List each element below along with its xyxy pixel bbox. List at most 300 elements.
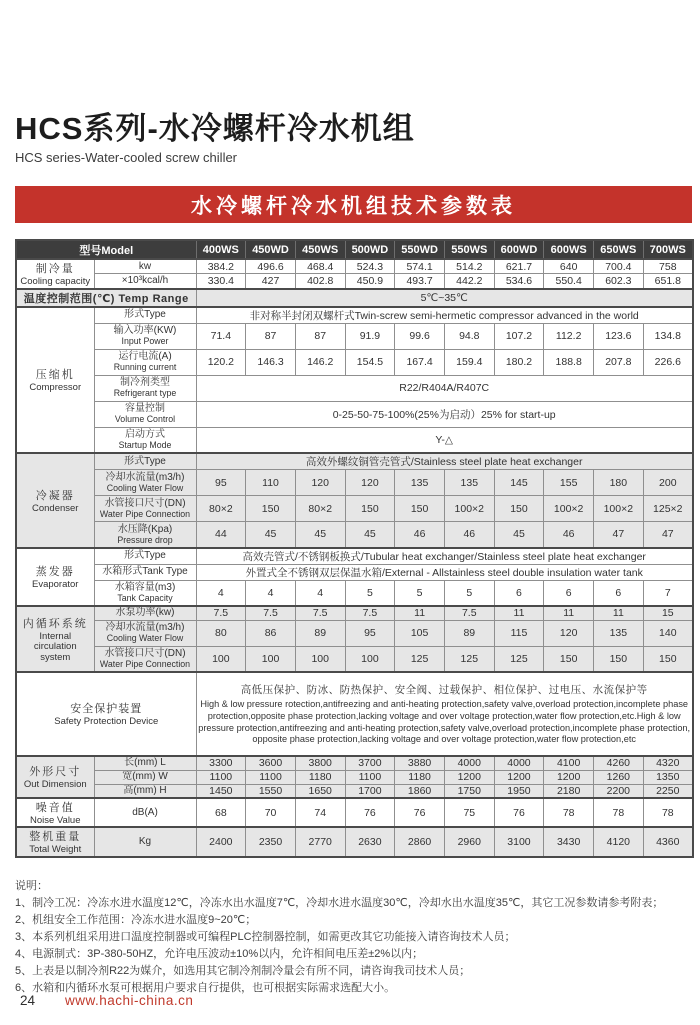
- value-cell: 4320: [643, 756, 693, 770]
- value-cell: 1200: [494, 770, 544, 784]
- value-cell: 68: [196, 798, 246, 827]
- group-label-cn: 冷凝器: [35, 489, 75, 502]
- note-6: 6、水箱和内循环水泵可根据用户要求自行提供，也可根据实际需求选配大小。: [15, 982, 396, 995]
- row-label-en: Water Pipe Connection: [99, 508, 191, 519]
- page-title: HCS系列-水冷螺杆冷水机组: [15, 111, 415, 146]
- row-label-compressor-0: [94, 307, 196, 324]
- group-temp-range: [16, 289, 196, 307]
- model-header: 型号Model: [16, 240, 196, 259]
- row-label-cn: dB(A): [132, 806, 158, 818]
- value-cell: 6: [544, 580, 594, 606]
- row-label-en: Cooling Water Flow: [106, 633, 184, 644]
- group-total-weight: [16, 827, 94, 856]
- value-cell: 134.8: [643, 323, 693, 349]
- span-cell-evaporator: 外置式全不锈钢双层保温水箱/External - Allstainless steel double insulation water tank: [196, 564, 693, 580]
- group-label-en: Safety Protection Device: [54, 716, 159, 728]
- value-cell: 1100: [246, 770, 296, 784]
- model-col-650WS: 650WS: [594, 240, 644, 259]
- value-cell: 45: [494, 522, 544, 548]
- row-label-compressor-4: [94, 401, 196, 427]
- group-cooling-capacity: [16, 259, 94, 288]
- value-cell: 1750: [444, 784, 494, 798]
- row-temp-range-0: [16, 289, 693, 307]
- row-cooling-capacity-1: [16, 274, 693, 289]
- value-cell: 125: [444, 646, 494, 672]
- row-label-en: Refrigerant type: [113, 388, 177, 399]
- value-cell: 1350: [643, 770, 693, 784]
- value-cell: 105: [395, 620, 445, 646]
- value-cell: 76: [494, 798, 544, 827]
- value-cell: 45: [246, 522, 296, 548]
- value-cell: 107.2: [494, 323, 544, 349]
- row-label-cn: kw: [138, 260, 152, 272]
- value-cell: 402.8: [295, 274, 345, 289]
- value-cell: 384.2: [196, 259, 246, 274]
- group-label-en: Total Weight: [29, 844, 82, 856]
- row-label-compressor-3: [94, 375, 196, 401]
- value-cell: 140: [643, 620, 693, 646]
- group-label-cn: 压缩机: [35, 369, 75, 382]
- value-cell: 125: [395, 646, 445, 672]
- value-cell: 46: [544, 522, 594, 548]
- span-cell-compressor: 0-25-50-75-100%(25%为启动）25% for start-up: [196, 401, 693, 427]
- value-cell: 7.5: [345, 606, 395, 620]
- value-cell: 120: [295, 470, 345, 496]
- spec-table: [15, 239, 694, 858]
- span-cell-compressor: 非对称半封闭双螺杆式Twin-screw semi-hermetic compressor advanced in the world: [196, 307, 693, 324]
- value-cell: 3880: [395, 756, 445, 770]
- row-label-cn: 冷却水流量(m3/h): [105, 622, 185, 634]
- value-cell: 2770: [295, 827, 345, 856]
- model-col-400WS: 400WS: [196, 240, 246, 259]
- value-cell: 226.6: [643, 349, 693, 375]
- value-cell: 524.3: [345, 259, 395, 274]
- row-internal-circulation-0: [16, 606, 693, 620]
- value-cell: 154.5: [345, 349, 395, 375]
- website-link[interactable]: www.hachi-china.cn: [65, 993, 194, 1008]
- value-cell: 5: [395, 580, 445, 606]
- value-cell: 11: [395, 606, 445, 620]
- value-cell: 621.7: [494, 259, 544, 274]
- value-cell: 95: [196, 470, 246, 496]
- model-col-500WD: 500WD: [345, 240, 395, 259]
- row-label-cn: ×10³kcal/h: [121, 274, 169, 286]
- value-cell: 496.6: [246, 259, 296, 274]
- note-3: 3、本系列机组采用进口温度控制器或可编程PLC控制器控制，如需更改其它功能接入请咨询技术人员；: [15, 931, 516, 944]
- value-cell: 427: [246, 274, 296, 289]
- value-cell: 45: [345, 522, 395, 548]
- row-label-internal-circulation-1: [94, 620, 196, 646]
- value-cell: 89: [444, 620, 494, 646]
- row-label-compressor-1: [94, 323, 196, 349]
- value-cell: 112.2: [544, 323, 594, 349]
- value-cell: 1650: [295, 784, 345, 798]
- span-cell-compressor: R22/R404A/R407C: [196, 375, 693, 401]
- banner-text: 水冷螺杆冷水机组技术参数表: [191, 194, 516, 218]
- row-label-cn: 容量控制: [125, 403, 165, 415]
- value-cell: 146.3: [246, 349, 296, 375]
- value-cell: 6: [494, 580, 544, 606]
- row-compressor-0: [16, 307, 693, 324]
- row-label-cn: 形式Type: [124, 309, 166, 321]
- value-cell: 15: [643, 606, 693, 620]
- value-cell: 145: [494, 470, 544, 496]
- group-label-en: Internal circulation system: [33, 630, 77, 663]
- row-label-en: Tank Capacity: [117, 593, 173, 604]
- row-label-noise-0: [94, 798, 196, 827]
- value-cell: 91.9: [345, 323, 395, 349]
- row-label-en: Pressure drop: [117, 534, 173, 545]
- value-cell: 2960: [444, 827, 494, 856]
- value-cell: 3430: [544, 827, 594, 856]
- row-label-cn: Kg: [138, 836, 152, 848]
- value-cell: 2630: [345, 827, 395, 856]
- model-col-450WS: 450WS: [295, 240, 345, 259]
- value-cell: 1700: [345, 784, 395, 798]
- value-cell: 78: [594, 798, 644, 827]
- value-cell: 5: [345, 580, 395, 606]
- row-label-cn: 水箱形式Tank Type: [102, 566, 188, 578]
- value-cell: 188.8: [544, 349, 594, 375]
- notes-heading: 说明：: [15, 879, 48, 892]
- row-label-cn: 运行电流(A): [118, 351, 172, 363]
- value-cell: 330.4: [196, 274, 246, 289]
- value-cell: 150: [494, 496, 544, 522]
- row-evaporator-2: [16, 580, 693, 606]
- row-noise-0: [16, 798, 693, 827]
- group-safety: [16, 672, 196, 756]
- value-cell: 7.5: [295, 606, 345, 620]
- row-label-cn: 水泵功率(kw): [115, 607, 175, 619]
- value-cell: 7.5: [246, 606, 296, 620]
- value-cell: 2200: [594, 784, 644, 798]
- row-condenser-0: [16, 453, 693, 470]
- row-label-evaporator-2: [94, 580, 196, 606]
- row-label-cn: 长(mm) L: [124, 757, 166, 769]
- value-cell: 2860: [395, 827, 445, 856]
- value-cell: 3800: [295, 756, 345, 770]
- value-cell: 1200: [444, 770, 494, 784]
- value-cell: 3100: [494, 827, 544, 856]
- value-cell: 110: [246, 470, 296, 496]
- value-cell: 180.2: [494, 349, 544, 375]
- value-cell: 11: [594, 606, 644, 620]
- value-cell: 100×2: [444, 496, 494, 522]
- group-label-cn: 安全保护装置: [70, 703, 143, 716]
- value-cell: 120: [345, 470, 395, 496]
- row-compressor-5: [16, 427, 693, 453]
- model-col-600WS: 600WS: [544, 240, 594, 259]
- group-label-cn: 外形尺寸: [29, 766, 82, 779]
- row-label-total-weight-0: [94, 827, 196, 856]
- row-label-condenser-2: [94, 496, 196, 522]
- value-cell: 758: [643, 259, 693, 274]
- row-label-en: Cooling Water Flow: [106, 482, 184, 493]
- value-cell: 602.3: [594, 274, 644, 289]
- row-label-cn: 水管接口尺寸(DN): [104, 497, 186, 509]
- group-label-cn: 温度控制范围(℃) Temp Range: [23, 292, 189, 305]
- note-4: 4、电源制式：3P-380-50HZ，允许电压波动±10%以内，允许相间电压差±2%以内；: [15, 948, 424, 961]
- value-cell: 1260: [594, 770, 644, 784]
- value-cell: 74: [295, 798, 345, 827]
- value-cell: 4000: [494, 756, 544, 770]
- span-cell-safety: [196, 672, 693, 756]
- group-label-cn: 内循环系统: [22, 617, 88, 630]
- row-label-out-dimension-2: [94, 784, 196, 798]
- row-condenser-3: [16, 522, 693, 548]
- value-cell: 7: [643, 580, 693, 606]
- group-label-en: Noise Value: [29, 815, 81, 827]
- value-cell: 80: [196, 620, 246, 646]
- row-label-cn: 水箱容量(m3): [114, 582, 176, 594]
- row-label-cn: 高(mm) H: [123, 784, 167, 796]
- group-label-en: Condenser: [32, 502, 79, 514]
- row-label-cn: 冷却水流量(m3/h): [105, 471, 185, 483]
- value-cell: 47: [643, 522, 693, 548]
- value-cell: 120.2: [196, 349, 246, 375]
- row-label-condenser-1: [94, 470, 196, 496]
- row-label-internal-circulation-0: [94, 606, 196, 620]
- group-label-en: Compressor: [29, 382, 82, 394]
- banner: [15, 186, 692, 223]
- row-out-dimension-0: [16, 756, 693, 770]
- value-cell: 2180: [544, 784, 594, 798]
- group-label-cn: 制冷量: [35, 263, 75, 276]
- value-cell: 2350: [246, 827, 296, 856]
- row-label-en: Running current: [113, 362, 177, 373]
- value-cell: 4120: [594, 827, 644, 856]
- value-cell: 442.2: [444, 274, 494, 289]
- row-label-cooling-capacity-1: [94, 274, 196, 289]
- value-cell: 150: [246, 496, 296, 522]
- safety-text-cn: 高低压保护、防冰、防热保护、安全阀、过载保护、相位保护、过电压、水流保护等: [240, 683, 648, 696]
- notes-block: [15, 878, 692, 997]
- value-cell: 100: [345, 646, 395, 672]
- group-label-cn: 整机重量: [29, 831, 82, 844]
- value-cell: 125×2: [643, 496, 693, 522]
- value-cell: 86: [246, 620, 296, 646]
- value-cell: 651.8: [643, 274, 693, 289]
- value-cell: 7.5: [444, 606, 494, 620]
- row-label-cn: 宽(mm) W: [122, 771, 168, 783]
- value-cell: 123.6: [594, 323, 644, 349]
- model-col-700WS: 700WS: [643, 240, 693, 259]
- row-total-weight-0: [16, 827, 693, 856]
- value-cell: 1100: [345, 770, 395, 784]
- value-cell: 574.1: [395, 259, 445, 274]
- row-label-condenser-3: [94, 522, 196, 548]
- note-1: 1、制冷工况：冷冻水进水温度12℃，冷冻水出水温度7℃，冷却水进水温度30℃，冷却水出水温度35℃，其它工况参数请参考附表；: [15, 896, 664, 909]
- group-noise: [16, 798, 94, 827]
- value-cell: 47: [594, 522, 644, 548]
- value-cell: 78: [643, 798, 693, 827]
- value-cell: 4000: [444, 756, 494, 770]
- page-number: 24: [20, 993, 36, 1008]
- value-cell: 115: [494, 620, 544, 646]
- value-cell: 99.6: [395, 323, 445, 349]
- value-cell: 468.4: [295, 259, 345, 274]
- value-cell: 100×2: [594, 496, 644, 522]
- row-label-cn: 输入功率(KW): [113, 325, 177, 337]
- row-evaporator-1: [16, 564, 693, 580]
- row-label-en: Volume Control: [114, 414, 176, 425]
- row-compressor-3: [16, 375, 693, 401]
- group-evaporator: [16, 548, 94, 607]
- value-cell: 2250: [643, 784, 693, 798]
- value-cell: 493.7: [395, 274, 445, 289]
- value-cell: 1860: [395, 784, 445, 798]
- row-out-dimension-2: [16, 784, 693, 798]
- value-cell: 2400: [196, 827, 246, 856]
- value-cell: 95: [345, 620, 395, 646]
- row-label-cn: 启动方式: [125, 429, 165, 441]
- value-cell: 3700: [345, 756, 395, 770]
- group-label-en: Cooling capacity: [20, 276, 91, 288]
- value-cell: 150: [643, 646, 693, 672]
- value-cell: 1180: [395, 770, 445, 784]
- span-cell-compressor: Y-△: [196, 427, 693, 453]
- value-cell: 3300: [196, 756, 246, 770]
- row-cooling-capacity-0: [16, 259, 693, 274]
- note-2: 2、机组安全工作范围：冷冻水进水温度9~20℃；: [15, 914, 257, 926]
- group-label-en: Evaporator: [32, 579, 79, 591]
- value-cell: 71.4: [196, 323, 246, 349]
- page-footer: [20, 993, 193, 1008]
- value-cell: 70: [246, 798, 296, 827]
- value-cell: 6: [594, 580, 644, 606]
- value-cell: 87: [246, 323, 296, 349]
- group-label-cn: 蒸发器: [35, 566, 75, 579]
- row-label-out-dimension-1: [94, 770, 196, 784]
- value-cell: 150: [345, 496, 395, 522]
- row-condenser-1: [16, 470, 693, 496]
- value-cell: 100: [246, 646, 296, 672]
- row-condenser-2: [16, 496, 693, 522]
- row-label-compressor-5: [94, 427, 196, 453]
- value-cell: 87: [295, 323, 345, 349]
- value-cell: 534.6: [494, 274, 544, 289]
- value-cell: 550.4: [544, 274, 594, 289]
- row-compressor-2: [16, 349, 693, 375]
- value-cell: 11: [544, 606, 594, 620]
- span-cell-evaporator: 高效壳管式/不锈钢板换式/Tubular heat exchanger/Stainless steel plate heat exchanger: [196, 548, 693, 565]
- row-label-cn: 形式Type: [124, 550, 166, 562]
- row-label-en: Startup Mode: [118, 440, 172, 451]
- value-cell: 150: [395, 496, 445, 522]
- value-cell: 4: [295, 580, 345, 606]
- value-cell: 200: [643, 470, 693, 496]
- value-cell: 5: [444, 580, 494, 606]
- value-cell: 80×2: [295, 496, 345, 522]
- page-subtitle: HCS series-Water-cooled screw chiller: [15, 150, 238, 166]
- model-col-450WD: 450WD: [246, 240, 296, 259]
- row-compressor-1: [16, 323, 693, 349]
- span-cell-condenser: 高效外螺纹铜管壳管式/Stainless steel plate heat exchanger: [196, 453, 693, 470]
- value-cell: 1550: [246, 784, 296, 798]
- note-5: 5、上表是以制冷剂R22为媒介，如选用其它制冷剂制冷量会有所不同，请咨询我司技术人员；: [15, 965, 471, 978]
- value-cell: 89: [295, 620, 345, 646]
- value-cell: 146.2: [295, 349, 345, 375]
- value-cell: 1100: [196, 770, 246, 784]
- value-cell: 100: [295, 646, 345, 672]
- model-col-600WD: 600WD: [494, 240, 544, 259]
- notes-list: [15, 895, 692, 997]
- safety-text-en: High & low pressure rotection,antifreezing and anti-heating protection,safety valve,overload protection,incomplete phase protection,opposite phase protection,lacking voltage and over voltage protection,water flow protection,etc.High & low pressure protection,antifreezing and anti-heating protection,safety valve,overload protection,incomplete phase protection, opposite phase protection,lacking voltage and over voltage protection,water flow protection,etc: [198, 698, 691, 745]
- value-cell: 135: [444, 470, 494, 496]
- span-cell-temp-range: 5℃~35℃: [196, 289, 693, 307]
- value-cell: 80×2: [196, 496, 246, 522]
- value-cell: 76: [395, 798, 445, 827]
- row-label-en: Water Pipe Connection: [99, 659, 191, 670]
- value-cell: 700.4: [594, 259, 644, 274]
- value-cell: 100×2: [544, 496, 594, 522]
- row-evaporator-0: [16, 548, 693, 565]
- value-cell: 159.4: [444, 349, 494, 375]
- value-cell: 150: [594, 646, 644, 672]
- value-cell: 100: [196, 646, 246, 672]
- row-label-cooling-capacity-0: [94, 259, 196, 274]
- value-cell: 11: [494, 606, 544, 620]
- value-cell: 150: [544, 646, 594, 672]
- value-cell: 44: [196, 522, 246, 548]
- value-cell: 46: [444, 522, 494, 548]
- value-cell: 76: [345, 798, 395, 827]
- value-cell: 1950: [494, 784, 544, 798]
- value-cell: 4360: [643, 827, 693, 856]
- value-cell: 640: [544, 259, 594, 274]
- value-cell: 4: [246, 580, 296, 606]
- value-cell: 450.9: [345, 274, 395, 289]
- row-compressor-4: [16, 401, 693, 427]
- value-cell: 207.8: [594, 349, 644, 375]
- group-compressor: [16, 307, 94, 454]
- value-cell: 1200: [544, 770, 594, 784]
- value-cell: 180: [594, 470, 644, 496]
- group-label-cn: 噪音值: [35, 802, 75, 815]
- row-label-compressor-2: [94, 349, 196, 375]
- group-condenser: [16, 453, 94, 548]
- value-cell: 4260: [594, 756, 644, 770]
- value-cell: 125: [494, 646, 544, 672]
- row-label-internal-circulation-2: [94, 646, 196, 672]
- row-label-condenser-0: [94, 453, 196, 470]
- group-label-en: Out Dimension: [23, 779, 87, 791]
- value-cell: 94.8: [444, 323, 494, 349]
- group-out-dimension: [16, 756, 94, 798]
- row-label-out-dimension-0: [94, 756, 196, 770]
- value-cell: 120: [544, 620, 594, 646]
- value-cell: 75: [444, 798, 494, 827]
- model-col-550WS: 550WS: [444, 240, 494, 259]
- value-cell: 4100: [544, 756, 594, 770]
- row-label-en: Input Power: [121, 336, 169, 347]
- value-cell: 7.5: [196, 606, 246, 620]
- page-content: [15, 0, 692, 997]
- value-cell: 45: [295, 522, 345, 548]
- row-label-evaporator-0: [94, 548, 196, 565]
- row-out-dimension-1: [16, 770, 693, 784]
- value-cell: 1450: [196, 784, 246, 798]
- value-cell: 1180: [295, 770, 345, 784]
- model-col-550WD: 550WD: [395, 240, 445, 259]
- value-cell: 155: [544, 470, 594, 496]
- row-label-evaporator-1: [94, 564, 196, 580]
- row-internal-circulation-1: [16, 620, 693, 646]
- value-cell: 4: [196, 580, 246, 606]
- value-cell: 135: [594, 620, 644, 646]
- value-cell: 78: [544, 798, 594, 827]
- value-cell: 167.4: [395, 349, 445, 375]
